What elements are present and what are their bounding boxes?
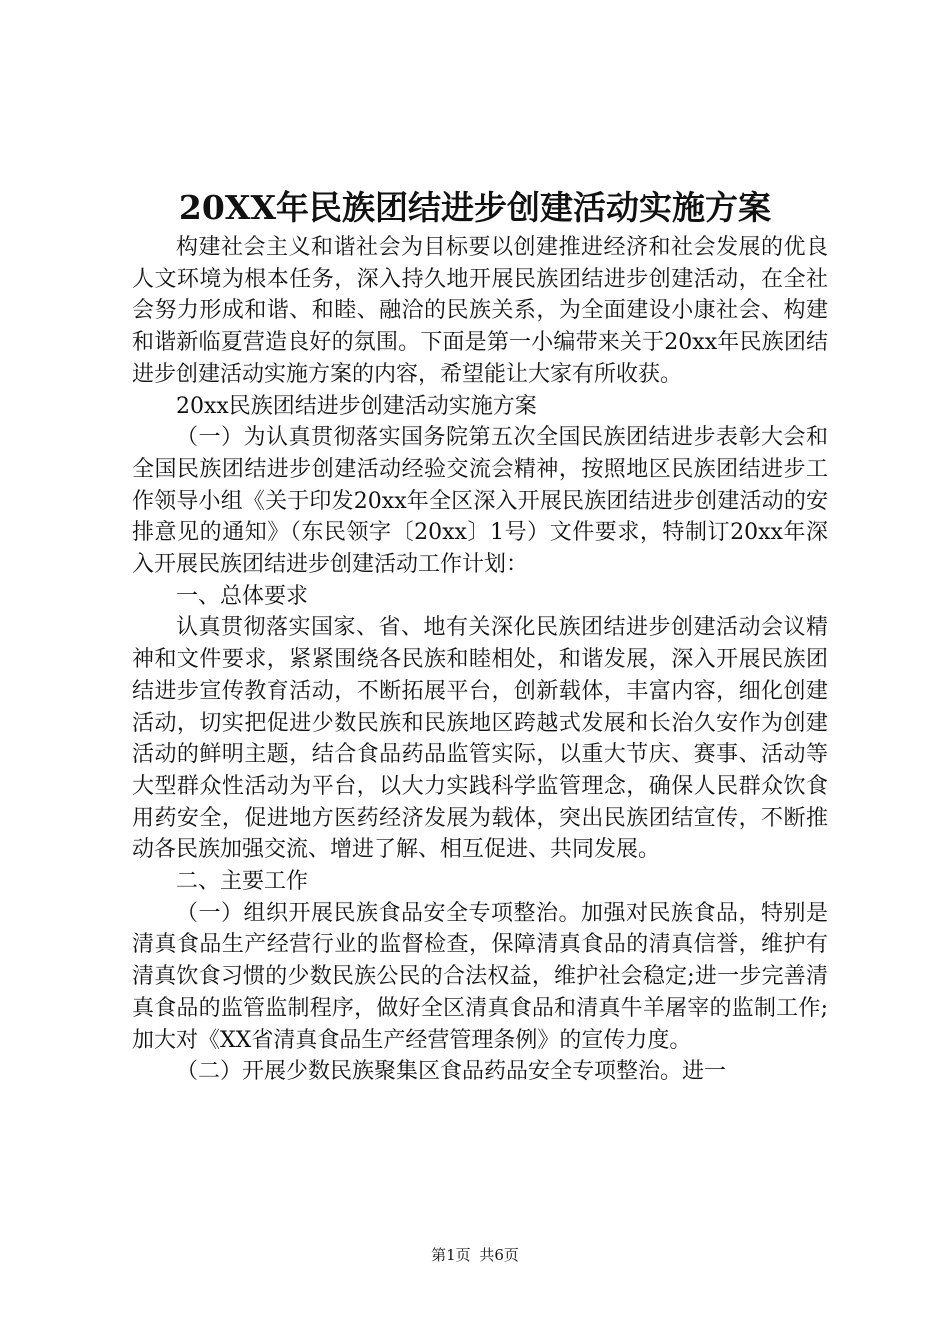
paragraph-main-work-1: （一）组织开展民族食品安全专项整治。加强对民族食品，特别是清真食品生产经营行业的监督检查，保障清真食品的清真信誉，维护有清真饮食习惯的少数民族公民的合法权益，维护社会稳定;进一步完善清真食品的监管监制程序，做好全区清真食品和清真牛羊屠宰的监制工作;加大对《XX省清真食品生产经营管理条例》的宣传力度。 bbox=[132, 900, 828, 1053]
section-heading-main-work: 二、主要工作 bbox=[176, 869, 309, 895]
page-footer bbox=[0, 1245, 950, 1265]
page-number: 第1页 bbox=[431, 1246, 471, 1264]
paragraph-overall: 认真贯彻落实国家、省、地有关深化民族团结进步创建活动会议精神和文件要求，紧紧围绕各民族和睦相处，和谐发展，深入开展民族团结进步宣传教育活动，不断拓展平台，创新载体，丰富内容，细化创建活动，切实把促进少数民族和民族地区跨越式发展和长治久安作为创建活动的鲜明主题，结合食品药品监管实际，以重大节庆、赛事、活动等大型群众性活动为平台，以大力实践科学监管理念，确保人民群众饮食用药安全，促进地方医药经济发展为载体，突出民族团结宣传，不断推动各民族加强交流、增进了解、相互促进、共同发展。 bbox=[132, 615, 828, 863]
document-title: 20XX年民族团结进步创建活动实施方案 bbox=[178, 188, 772, 227]
section-heading-overall: 一、总体要求 bbox=[176, 583, 309, 609]
paragraph-subtitle: 20xx民族团结进步创建活动实施方案 bbox=[176, 393, 537, 419]
page-total: 共6页 bbox=[479, 1246, 519, 1264]
paragraph-main-work-2: （二）开展少数民族聚集区食品药品安全专项整治。进一 bbox=[176, 1059, 727, 1085]
document-body bbox=[132, 232, 828, 1088]
paragraph-intro: 构建社会主义和谐社会为目标要以创建推进经济和社会发展的优良人文环境为根本任务，深入持久地开展民族团结进步创建活动，在全社会努力形成和谐、和睦、融洽的民族关系，为全面建设小康社会、构建和谐新临夏营造良好的氛围。下面是第一小编带来关于20xx年民族团结进步创建活动实施方案的内容，希望能让大家有所收获。 bbox=[132, 235, 828, 387]
paragraph-item-1: （一）为认真贯彻落实国务院第五次全国民族团结进步表彰大会和全国民族团结进步创建活动经验交流会精神，按照地区民族团结进步工作领导小组《关于印发20xx年全区深入开展民族团结进步创建活动的安排意见的通知》（东民领字〔20xx〕1号）文件要求，特制订20xx年深入开展民族团结进步创建活动工作计划： bbox=[132, 425, 828, 578]
